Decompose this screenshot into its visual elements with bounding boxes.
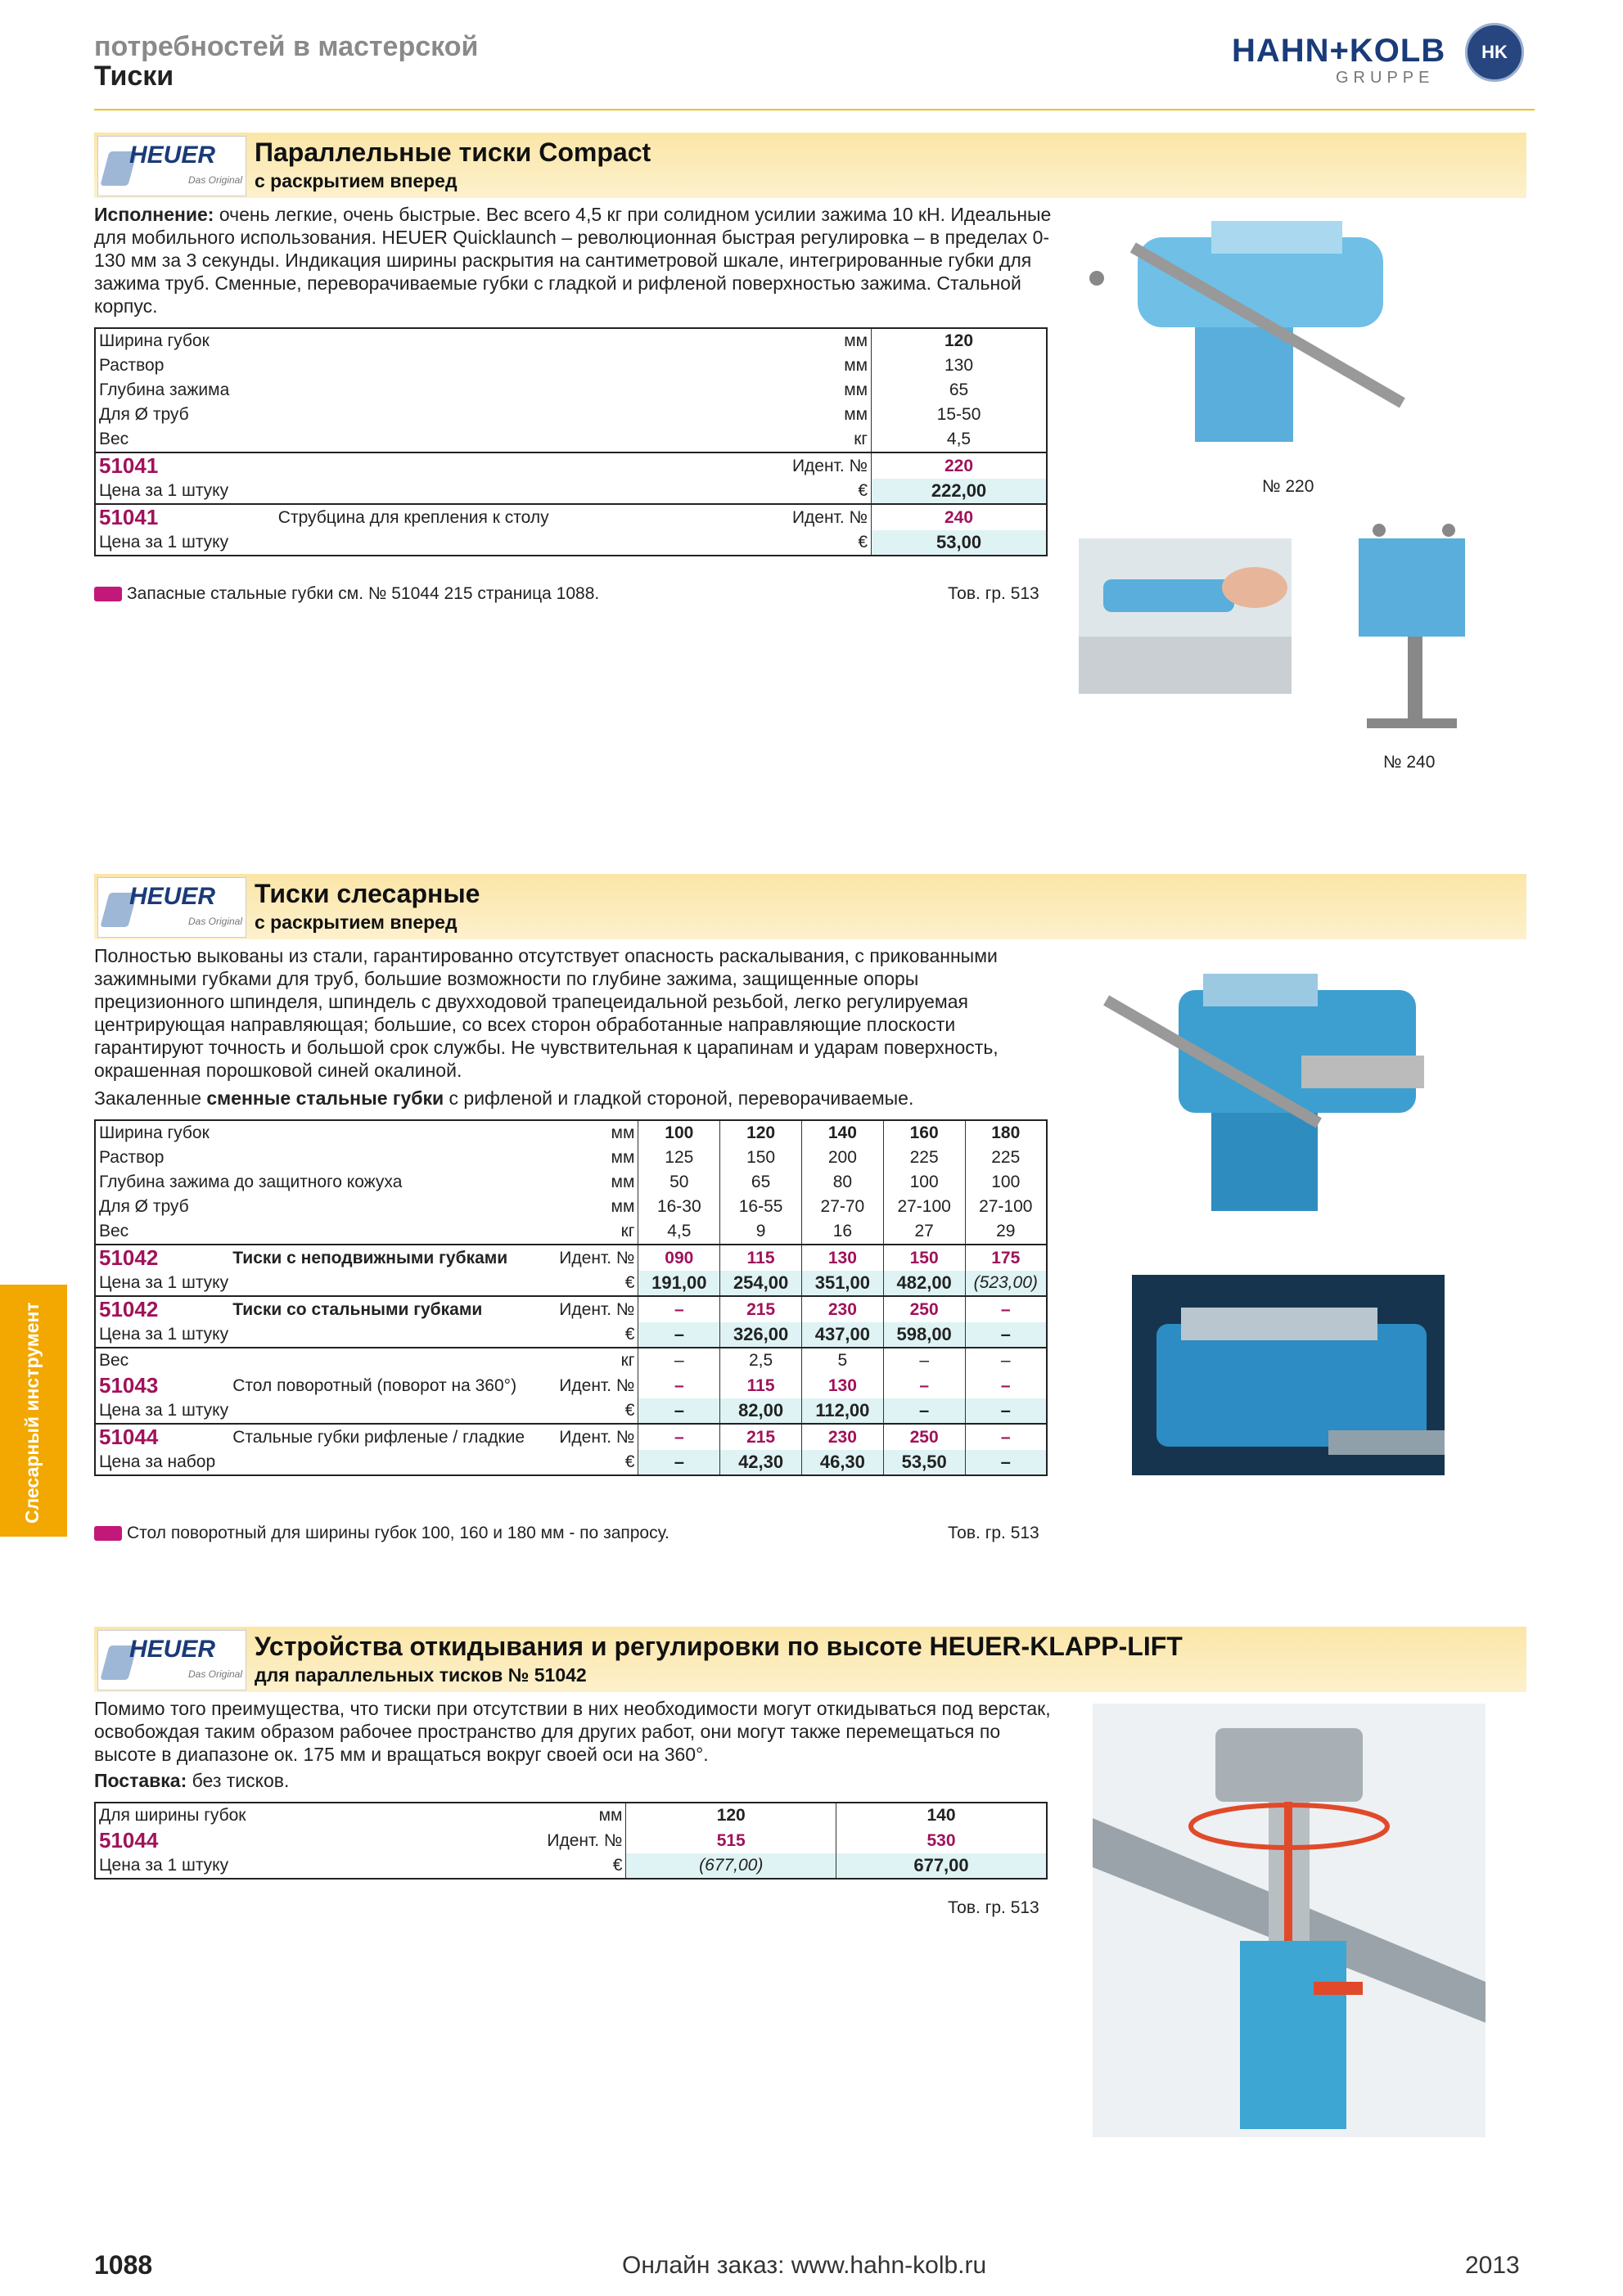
section2-description-2 [94, 1087, 1052, 1110]
heuer-logo-slogan: Das Original [188, 1668, 243, 1680]
spec-value: 140 [801, 1120, 883, 1146]
footer-online-order[interactable]: Онлайн заказ: www.hahn-kolb.ru [622, 2252, 987, 2279]
table-row [95, 1219, 1047, 1245]
article-code[interactable]: 51044 [95, 1424, 229, 1450]
spec-unit: мм [611, 1173, 635, 1191]
table-row [95, 1348, 1047, 1373]
price-value: (677,00) [626, 1853, 836, 1879]
table-row [95, 378, 1047, 403]
article-code[interactable]: 51044 [99, 1828, 159, 1853]
spec-value: 27-100 [965, 1195, 1047, 1219]
spec-unit: мм [611, 1123, 635, 1142]
section3-header [94, 1627, 1526, 1692]
article-id[interactable]: – [883, 1373, 965, 1398]
section1-header [94, 133, 1526, 198]
spec-label: Раствор [99, 356, 165, 375]
spec-unit: кг [620, 1222, 635, 1240]
price-value: 254,00 [720, 1271, 802, 1296]
weight-label: Вес [95, 1348, 548, 1373]
price-value: 482,00 [883, 1271, 965, 1296]
price-value: 326,00 [720, 1322, 802, 1348]
currency: € [624, 1452, 635, 1471]
company-logo-text: HAHN+KOLB [1232, 33, 1446, 69]
spec-value: 225 [965, 1146, 1047, 1170]
table-row [95, 1195, 1047, 1219]
heuer-logo-text: HEUER [129, 883, 216, 910]
id-label: Идент. № [708, 452, 872, 479]
section2-description: Полностью выкованы из стали, гарантированно отсутствует опасность раскалывания, с прикованными зажимными губками для труб, большие возможности по глубине зажима, защищенные опоры прецизионного шпинделя, шпиндель с двухходовой трапецеидальной резьбой, легко регулируемая центрирующая направляющая; большие, со всех сторон обработанные направляющие плоскости гарантируют точность и большой срок службы. Не чувствительная к царапинам и ударам поверхность, окрашенная порошковой синей окалиной. [94, 945, 999, 1081]
spec-value: 29 [965, 1219, 1047, 1245]
article-id[interactable]: – [638, 1424, 720, 1450]
table-row[interactable] [95, 504, 1047, 530]
article-id[interactable]: 220 [872, 452, 1047, 479]
section3-subtitle: для параллельных тисков № 51042 [255, 1664, 587, 1686]
section2-table [94, 1119, 1048, 1476]
spec-value: 16-30 [638, 1195, 720, 1219]
spec-value: 27-100 [883, 1195, 965, 1219]
steel-jaws-vise-photo [1132, 1275, 1445, 1475]
price-label: Цена за 1 штуку [99, 1401, 229, 1420]
section1-note [94, 584, 599, 604]
table-row [95, 1398, 1047, 1424]
section1-desc-text: очень легкие, очень быстрые. Вес всего 4,5 кг при солидном усилии зажима 10 кН. Идеальные для мобильного использования. HEUER Quicklaunch – революционная быстрая регулировка – в пределах 0-130 мм за 3 секунды. Индикация ширины раскрытия на сантиметровой шкале, интегрированные губки для зажима труб. Сменные, переворачиваемые губки с гладкой и рифленой поверхностью зажима. Стальной корпус. [94, 204, 1052, 317]
price-value: – [638, 1450, 720, 1475]
footer-year: 2013 [1465, 2252, 1520, 2279]
spec-unit: кг [854, 430, 868, 448]
klapp-lift-photo [1093, 1704, 1485, 2137]
price-value: 112,00 [801, 1398, 883, 1424]
section1-table [94, 327, 1048, 556]
article-id[interactable]: – [638, 1296, 720, 1322]
spec-unit: мм [598, 1806, 623, 1825]
article-id[interactable]: 115 [720, 1373, 802, 1398]
id-label: Идент. № [559, 1375, 635, 1395]
article-id[interactable]: 215 [720, 1296, 802, 1322]
article-id[interactable]: – [965, 1373, 1047, 1398]
section1-desc-lead: Исполнение: [94, 204, 214, 225]
table-row [95, 1450, 1047, 1475]
table-clamp-image [1334, 514, 1490, 743]
spec-label: Ширина губок [99, 1123, 210, 1142]
spec-value: 4,5 [872, 427, 1047, 452]
article-name: Стол поворотный (поворот на 360°) [232, 1375, 517, 1395]
article-name: Тиски с неподвижными губками [229, 1245, 548, 1271]
section1-description [94, 203, 1052, 317]
article-name: Тиски со стальными губками [229, 1296, 548, 1322]
spec-value: 140 [836, 1803, 1047, 1828]
price-value: 222,00 [872, 479, 1047, 504]
price-label: Цена за 1 штуку [99, 1273, 229, 1292]
price-value: – [638, 1322, 720, 1348]
price-value: – [965, 1398, 1047, 1424]
article-id[interactable]: 230 [801, 1424, 883, 1450]
heuer-logo [97, 1630, 246, 1690]
spec-value: 125 [638, 1146, 720, 1170]
spec-value: 50 [638, 1170, 720, 1195]
spec-label: Раствор [99, 1148, 165, 1167]
arrow-icon [94, 587, 122, 601]
section1-note-text: Запасные стальные губки см. № 51044 215 страница 1088. [127, 584, 600, 603]
compact-vise-clamp-photo [1079, 538, 1292, 694]
section3-supply [94, 1769, 1052, 1792]
article-id[interactable]: 130 [801, 1373, 883, 1398]
spec-label: Ширина губок [99, 331, 210, 350]
article-id[interactable]: 515 [626, 1828, 836, 1853]
article-code[interactable]: 51041 [95, 452, 275, 479]
article-id[interactable]: 230 [801, 1296, 883, 1322]
section3-group: Тов. гр. 513 [948, 1898, 1039, 1917]
price-value: (523,00) [965, 1271, 1047, 1296]
spec-value: 27 [883, 1219, 965, 1245]
price-value: – [965, 1450, 1047, 1475]
article-id[interactable]: 215 [720, 1424, 802, 1450]
currency: € [624, 1273, 635, 1292]
spec-label: Вес [99, 1222, 129, 1240]
article-id[interactable]: – [965, 1296, 1047, 1322]
heuer-logo [97, 136, 246, 196]
id-label: Идент. № [548, 1424, 638, 1450]
article-id[interactable]: 090 [638, 1245, 720, 1271]
spec-value: 180 [965, 1120, 1047, 1146]
section2-header [94, 874, 1526, 939]
spec-value: 120 [626, 1803, 836, 1828]
table-row [95, 1853, 1047, 1879]
spec-unit: мм [844, 405, 868, 424]
price-value: 46,30 [801, 1450, 883, 1475]
article-id[interactable]: – [965, 1424, 1047, 1450]
heuer-logo [97, 877, 246, 938]
id-label: Идент. № [548, 1245, 638, 1271]
spec-value: 120 [720, 1120, 802, 1146]
heuer-logo-slogan: Das Original [188, 916, 243, 927]
spec-value: 16-55 [720, 1195, 802, 1219]
article-id[interactable]: – [638, 1373, 720, 1398]
spec-value: 225 [883, 1146, 965, 1170]
table-row[interactable] [95, 1424, 1047, 1450]
table-row[interactable] [95, 1373, 1047, 1398]
spec-unit: мм [844, 380, 868, 399]
table-row[interactable] [95, 1296, 1047, 1322]
desc2-bold: сменные стальные губки [206, 1087, 444, 1109]
table-row [95, 328, 1047, 353]
table-row[interactable] [95, 452, 1047, 479]
table-row [95, 1146, 1047, 1170]
arrow-icon [94, 1526, 122, 1541]
company-logo-sub: GRUPPE [1336, 69, 1435, 87]
weight-value: 2,5 [720, 1348, 802, 1373]
section1-group: Тов. гр. 513 [948, 584, 1039, 603]
spec-label: Глубина зажима до защитного кожуха [99, 1173, 403, 1191]
side-category-label: Слесарный инструмент [21, 1302, 43, 1524]
spec-value: 9 [720, 1219, 802, 1245]
price-label: Цена за 1 штуку [99, 1856, 229, 1875]
price-value: 351,00 [801, 1271, 883, 1296]
heuer-logo-slogan: Das Original [188, 174, 243, 186]
table-row [95, 1322, 1047, 1348]
article-code[interactable]: 51042 [95, 1296, 229, 1322]
price-value: 53,00 [872, 530, 1047, 556]
weight-value: – [638, 1348, 720, 1373]
desc2-post: с рифленой и гладкой стороной, переворачиваемые. [444, 1087, 914, 1109]
spec-label: Для ширины губок [99, 1806, 246, 1825]
spec-unit: мм [611, 1197, 635, 1216]
weight-value: 5 [801, 1348, 883, 1373]
spec-value: 120 [872, 328, 1047, 353]
spec-label: Для Ø труб [99, 1197, 189, 1216]
side-category-tab[interactable] [0, 1285, 67, 1537]
currency: € [624, 1401, 635, 1420]
table-row [95, 530, 1047, 556]
table-row [95, 353, 1047, 378]
spec-label: Глубина зажима [99, 380, 230, 399]
table-row [95, 1271, 1047, 1296]
article-id[interactable]: 115 [720, 1245, 802, 1271]
spec-label: Вес [99, 430, 129, 448]
currency: € [624, 1325, 635, 1344]
price-value: 437,00 [801, 1322, 883, 1348]
section2-note-text: Стол поворотный для ширины губок 100, 160 и 180 мм - по запросу. [127, 1524, 669, 1542]
spec-value: 27-70 [801, 1195, 883, 1219]
weight-value: – [883, 1348, 965, 1373]
article-name: Струбцина для крепления к столу [275, 504, 708, 530]
price-label: Цена за 1 штуку [99, 481, 229, 500]
price-label: Цена за 1 штуку [99, 533, 229, 551]
supply-text: без тисков. [187, 1770, 290, 1791]
page-number: 1088 [94, 2250, 153, 2280]
spec-unit: мм [844, 356, 868, 375]
price-label: Цена за набор [99, 1452, 216, 1471]
spec-value: 80 [801, 1170, 883, 1195]
section3-table [94, 1802, 1048, 1880]
spec-value: 65 [872, 378, 1047, 403]
compact-vise-image [1089, 205, 1432, 475]
heuer-logo-text: HEUER [129, 1636, 216, 1663]
article-id[interactable]: 150 [883, 1245, 965, 1271]
spec-value: 160 [883, 1120, 965, 1146]
table-row [95, 427, 1047, 452]
spec-value: 4,5 [638, 1219, 720, 1245]
spec-label: Для Ø труб [99, 405, 189, 424]
currency: € [858, 533, 868, 551]
company-logo-icon: HK [1465, 23, 1524, 82]
spec-value: 15-50 [872, 403, 1047, 427]
article-id[interactable]: 130 [801, 1245, 883, 1271]
caption-240: № 240 [1383, 753, 1436, 772]
article-code[interactable]: 51043 [99, 1373, 159, 1398]
table-row [95, 1120, 1047, 1146]
spec-value: 150 [720, 1146, 802, 1170]
article-code[interactable]: 51041 [95, 504, 275, 530]
article-id[interactable]: 175 [965, 1245, 1047, 1271]
spec-value: 16 [801, 1219, 883, 1245]
table-row [95, 1803, 1047, 1828]
spec-value: 100 [883, 1170, 965, 1195]
article-id[interactable]: 250 [883, 1424, 965, 1450]
spec-value: 100 [638, 1120, 720, 1146]
article-id[interactable]: 530 [836, 1828, 1047, 1853]
price-value: 598,00 [883, 1322, 965, 1348]
price-value: 82,00 [720, 1398, 802, 1424]
spec-unit: мм [844, 331, 868, 350]
article-id[interactable]: 240 [872, 504, 1047, 530]
id-label: Идент. № [547, 1830, 623, 1850]
table-row[interactable] [95, 1245, 1047, 1271]
spec-unit: мм [611, 1148, 635, 1167]
price-value: – [883, 1398, 965, 1424]
spec-value: 130 [872, 353, 1047, 378]
heuer-logo-text: HEUER [129, 142, 216, 169]
caption-220: № 220 [1262, 477, 1314, 496]
price-label: Цена за 1 штуку [99, 1325, 229, 1344]
article-code[interactable]: 51042 [95, 1245, 229, 1271]
section2-note [94, 1524, 669, 1543]
price-value: 191,00 [638, 1271, 720, 1296]
section2-title: Тиски слесарные [255, 879, 480, 908]
section3-title: Устройства откидывания и регулировки по высоте HEUER-KLAPP-LIFT [255, 1632, 1183, 1661]
supply-lead: Поставка: [94, 1770, 187, 1791]
table-row [95, 1170, 1047, 1195]
price-value: 677,00 [836, 1853, 1047, 1879]
section2-subtitle: с раскрытием вперед [255, 912, 458, 933]
id-label: Идент. № [708, 504, 872, 530]
weight-unit: кг [548, 1348, 638, 1373]
spec-value: 200 [801, 1146, 883, 1170]
section1-subtitle: с раскрытием вперед [255, 170, 458, 191]
spec-value: 100 [965, 1170, 1047, 1195]
table-row [95, 479, 1047, 504]
article-id[interactable]: 250 [883, 1296, 965, 1322]
desc2-pre: Закаленные [94, 1087, 207, 1109]
price-value: – [638, 1398, 720, 1424]
locksmith-vise-image [1089, 957, 1449, 1236]
table-row[interactable] [95, 1828, 1047, 1853]
page-title: Тиски [94, 61, 174, 92]
currency: € [612, 1856, 623, 1875]
weight-value: – [965, 1348, 1047, 1373]
header-rule [94, 109, 1535, 110]
section3-description: Помимо того преимущества, что тиски при отсутствии в них необходимости могут откидываться под верстак, освобождая таким образом рабочее пространство для других работ, они могут также перемещаться по высоте в диапазоне ок. 175 мм и вращаться вокруг своей оси на 360°. [94, 1698, 1051, 1765]
section1-title: Параллельные тиски Compact [255, 137, 651, 167]
currency: € [858, 481, 868, 500]
price-value: 53,50 [883, 1450, 965, 1475]
section2-group: Тов. гр. 513 [948, 1524, 1039, 1542]
spec-value: 65 [720, 1170, 802, 1195]
id-label: Идент. № [548, 1296, 638, 1322]
article-name: Стальные губки рифленые / гладкие [229, 1424, 548, 1450]
table-row [95, 403, 1047, 427]
price-value: 42,30 [720, 1450, 802, 1475]
header-subtitle: потребностей в мастерской [94, 31, 479, 62]
price-value: – [965, 1322, 1047, 1348]
